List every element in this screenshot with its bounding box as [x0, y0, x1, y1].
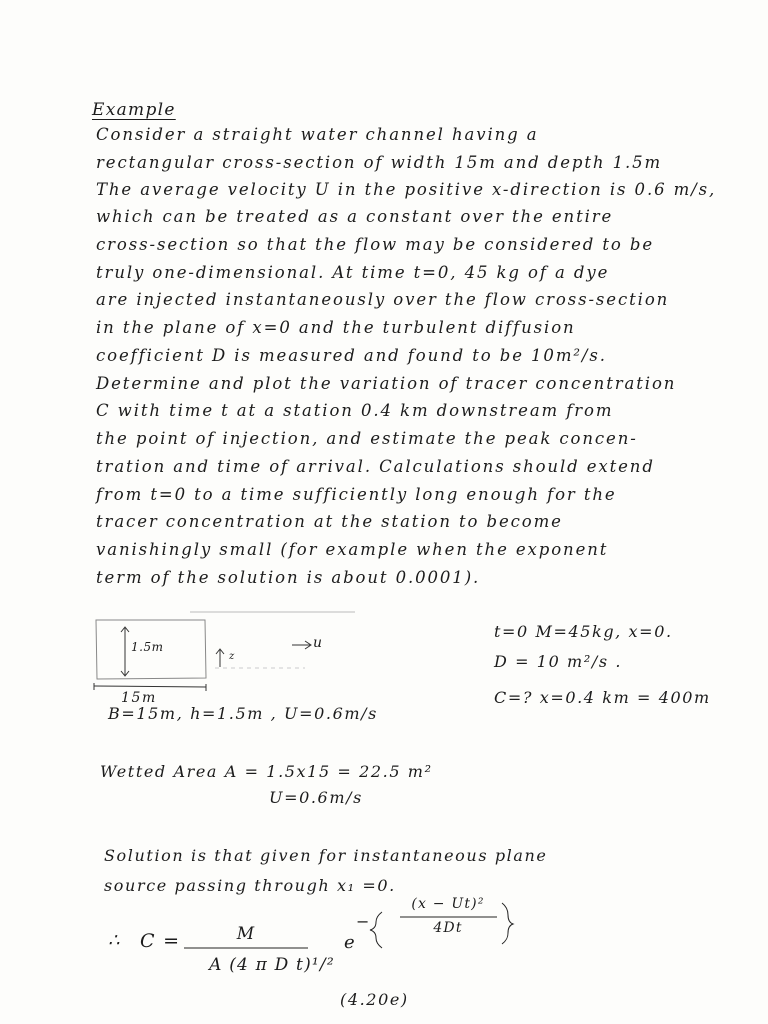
problem-line: Consider a straight water channel having a [96, 125, 539, 144]
problem-line: the point of injection, and estimate the peak concen- [96, 429, 638, 448]
problem-line: term of the solution is about 0.0001). [96, 568, 481, 587]
width-label: 15m [121, 690, 157, 706]
problem-line: tration and time of arrival. Calculations should extend [96, 457, 655, 476]
exponent-numerator: (x − Ut)² [411, 896, 485, 912]
velocity-arrow-label: u [313, 635, 324, 651]
equation-number: (4.20e) [340, 990, 409, 1009]
problem-line: are injected instantaneously over the flow cross-section [96, 290, 670, 309]
equation-lhs: C = [140, 930, 181, 952]
fraction-numerator: M [236, 924, 256, 944]
exponent-sign: − [356, 912, 371, 931]
given-line: C=? x=0.4 km = 400m [494, 688, 711, 707]
problem-line: tracer concentration at the station to become [96, 512, 563, 531]
solution-line: Solution is that given for instantaneous plane [104, 846, 548, 865]
problem-line: in the plane of x=0 and the turbulent diffusion [96, 318, 576, 337]
problem-line: coefficient D is measured and found to be 10m²/s. [96, 346, 607, 365]
problem-line: C with time t at a station 0.4 km downstream from [96, 401, 614, 420]
problem-line: from t=0 to a time sufficiently long enough for the [96, 485, 617, 504]
velocity-value: U=0.6m/s [269, 788, 363, 807]
problem-line: vanishingly small (for example when the exponent [96, 540, 609, 559]
exponent-denominator: 4Dt [433, 920, 463, 936]
problem-line: cross-section so that the flow may be considered to be [96, 235, 655, 254]
given-line: t=0 M=45kg, x=0. [494, 622, 673, 641]
therefore-symbol: ∴ [108, 930, 121, 951]
wetted-area: Wetted Area A = 1.5x15 = 22.5 m² [100, 762, 433, 781]
z-axis-label: z [229, 651, 235, 662]
problem-line: rectangular cross-section of width 15m and depth 1.5m [96, 153, 663, 172]
solution-line: source passing through x₁ =0. [104, 876, 396, 895]
problem-line: The average velocity U in the positive x-direction is 0.6 m/s, [96, 180, 717, 199]
problem-line: truly one-dimensional. At time t=0, 45 kg of a dye [96, 263, 610, 282]
given-line: D = 10 m²/s . [494, 652, 623, 671]
fraction-denominator: A (4 π D t)¹/² [209, 955, 335, 975]
problem-line: Determine and plot the variation of tracer concentration [96, 374, 677, 393]
problem-line: which can be treated as a constant over the entire [96, 207, 614, 226]
channel-params: B=15m, h=1.5m , U=0.6m/s [108, 704, 378, 723]
depth-label: 1.5m [131, 640, 164, 654]
page-title: Example [92, 100, 176, 120]
exponential-base: e [344, 932, 356, 953]
